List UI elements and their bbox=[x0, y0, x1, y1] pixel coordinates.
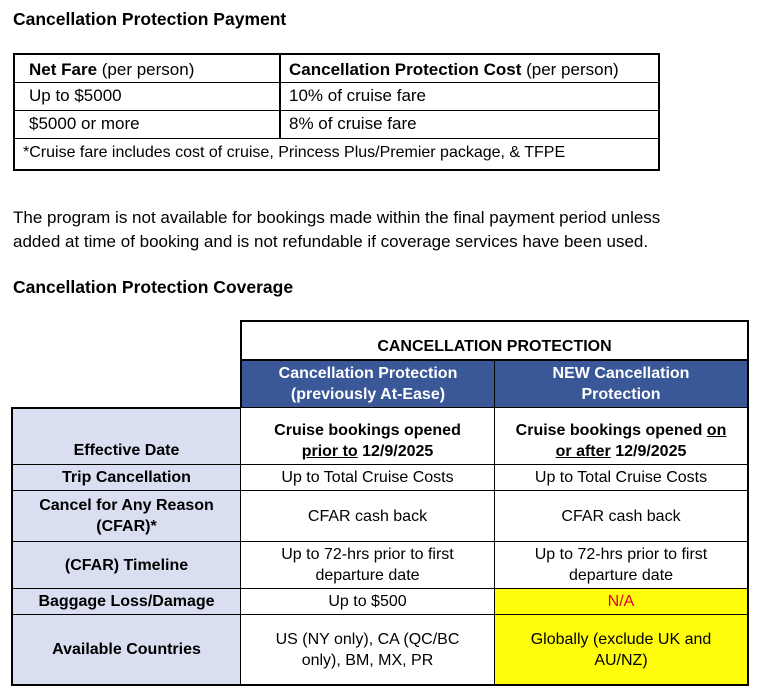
effective-date-new-line1: Cruise bookings opened bbox=[515, 422, 707, 439]
program-note-line-1: The program is not available for bookings made within the final payment period unless bbox=[13, 208, 661, 227]
cfar-new bbox=[494, 490, 749, 542]
payment-heading: Cancellation Protection Payment bbox=[13, 9, 287, 29]
coverage-super-header-text: CANCELLATION PROTECTION bbox=[377, 338, 612, 355]
effective-date-previous-qualifier: prior to bbox=[301, 443, 358, 460]
effective-date-previous-date: 12/9/2025 bbox=[357, 443, 434, 460]
baggage-new bbox=[494, 588, 749, 615]
payment-footnote-row bbox=[15, 139, 658, 169]
effective-date-new bbox=[494, 407, 749, 465]
row-label-cfar-timeline bbox=[11, 541, 241, 589]
row-label-trip-cancellation bbox=[11, 464, 241, 491]
net-fare-header-bold: Net Fare bbox=[29, 60, 98, 79]
row-label-cfar bbox=[11, 490, 241, 542]
trip-cancellation-label: Trip Cancellation bbox=[62, 469, 191, 486]
payment-table-header bbox=[15, 55, 658, 83]
countries-new bbox=[494, 614, 749, 686]
coverage-heading: Cancellation Protection Coverage bbox=[13, 277, 294, 297]
baggage-new-text: N/A bbox=[607, 593, 635, 610]
protection-cost-header bbox=[281, 55, 658, 82]
countries-label: Available Countries bbox=[52, 641, 201, 658]
baggage-previous-text: Up to $500 bbox=[328, 593, 407, 610]
fare-cell: Up to $5000 bbox=[15, 83, 281, 110]
cfar-timeline-new-text: Up to 72-hrs prior to first departure date bbox=[534, 546, 708, 584]
cfar-previous bbox=[240, 490, 495, 542]
net-fare-header bbox=[15, 55, 281, 82]
row-label-baggage bbox=[11, 588, 241, 615]
fare-cell: $5000 or more bbox=[15, 111, 281, 138]
effective-date-new-on: on bbox=[706, 422, 727, 439]
effective-date-label: Effective Date bbox=[73, 442, 180, 459]
protection-cost-header-bold: Cancellation Protection Cost bbox=[289, 60, 522, 79]
column-header-new bbox=[494, 360, 749, 408]
protection-cost-header-note: (per person) bbox=[521, 60, 619, 79]
cfar-timeline-previous-text: Up to 72-hrs prior to first departure date bbox=[281, 546, 454, 584]
cfar-timeline-label: (CFAR) Timeline bbox=[64, 556, 189, 574]
row-label-effective-date bbox=[11, 407, 241, 465]
effective-date-previous-line1: Cruise bookings opened bbox=[274, 422, 461, 439]
cfar-timeline-new bbox=[494, 541, 749, 589]
trip-cancellation-previous bbox=[240, 464, 495, 491]
trip-cancellation-previous-text: Up to Total Cruise Costs bbox=[281, 469, 454, 486]
column-header-new-line2: Protection bbox=[581, 386, 661, 403]
effective-date-new-date: 12/9/2025 bbox=[610, 443, 687, 460]
baggage-previous bbox=[240, 588, 495, 615]
payment-footnote: *Cruise fare includes cost of cruise, Princess Plus/Premier package, & TFPE bbox=[23, 144, 566, 161]
program-note-line-2: added at time of booking and is not refundable if coverage services have been used. bbox=[13, 232, 649, 251]
column-header-previous-line1: Cancellation Protection bbox=[278, 365, 458, 382]
cost-cell: 8% of cruise fare bbox=[289, 114, 417, 133]
net-fare-header-note: (per person) bbox=[97, 60, 195, 79]
coverage-table bbox=[11, 320, 749, 686]
cfar-new-text: CFAR cash back bbox=[561, 507, 681, 525]
coverage-super-header bbox=[240, 320, 749, 360]
baggage-label: Baggage Loss/Damage bbox=[38, 593, 215, 610]
trip-cancellation-new-text: Up to Total Cruise Costs bbox=[534, 469, 708, 486]
cfar-label: Cancel for Any Reason (CFAR)* bbox=[39, 497, 214, 535]
row-label-countries bbox=[11, 614, 241, 686]
payment-row bbox=[15, 111, 658, 139]
effective-date-new-qualifier: or after bbox=[555, 443, 611, 460]
countries-previous bbox=[240, 614, 495, 686]
effective-date-previous bbox=[240, 407, 495, 465]
countries-previous-text: US (NY only), CA (QC/BC only), BM, MX, PR bbox=[275, 630, 460, 669]
column-header-previous-line2: (previously At-Ease) bbox=[290, 386, 446, 403]
column-header-previous bbox=[240, 360, 495, 408]
cfar-timeline-previous bbox=[240, 541, 495, 589]
countries-new-text: Globally (exclude UK and AU/NZ) bbox=[530, 630, 712, 669]
trip-cancellation-new bbox=[494, 464, 749, 491]
cfar-previous-text: CFAR cash back bbox=[307, 507, 428, 525]
payment-table bbox=[13, 53, 660, 171]
column-header-new-line1: NEW Cancellation bbox=[552, 365, 690, 382]
cost-cell: 10% of cruise fare bbox=[289, 86, 427, 105]
payment-row bbox=[15, 83, 658, 111]
